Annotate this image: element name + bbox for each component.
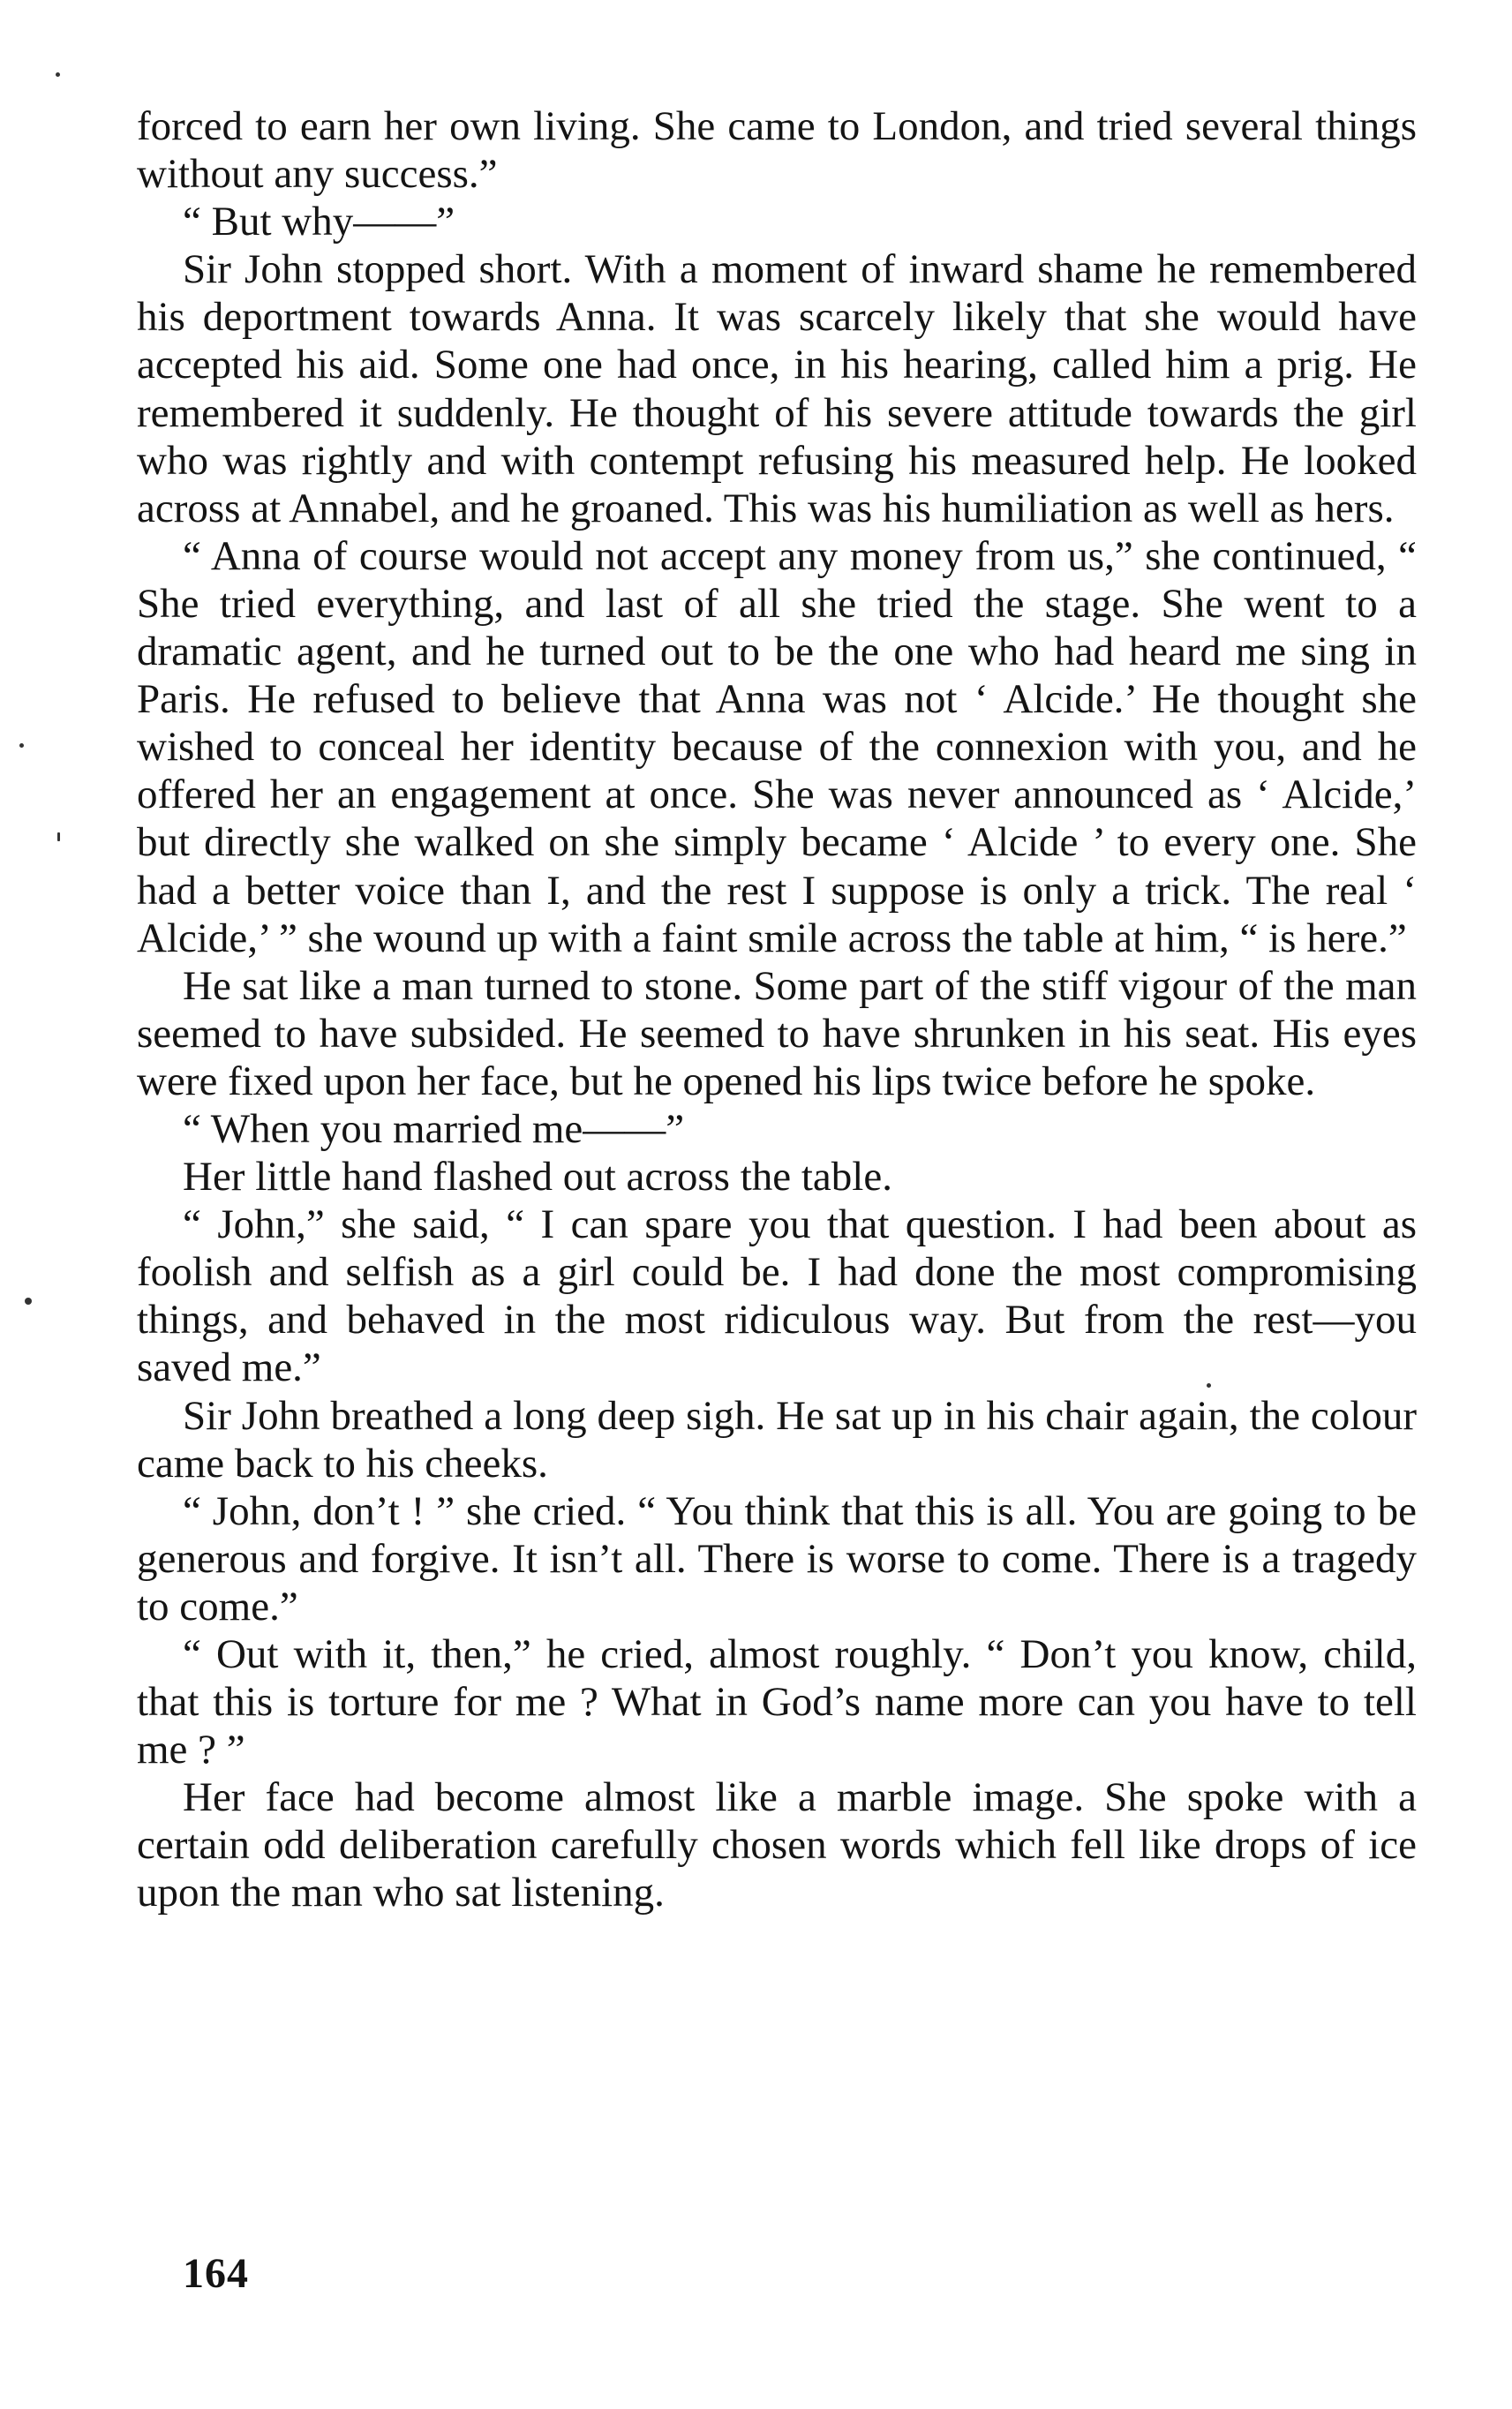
paper-speck [57, 832, 60, 841]
paper-speck [56, 72, 60, 77]
paragraph: He sat like a man turned to stone. Some part of the stiff vigour of the man seemed to have subsided. He seemed to have shrunken in his seat. His eyes were fixed upon her face, but he opened his lips twice before he spoke. [137, 962, 1417, 1104]
paragraph: “ Anna of course would not accept any money from us,” she continued, “ She tried everything, and last of all she tried the stage. She went to a dramatic agent, and he turned out to be the one who had heard me sing in Paris. He refused to believe that Anna was not ‘ Alcide.’ He thought she wished to conceal her identity because of the connexion with you, and he offered her an engagement at once. She was never announced as ‘ Alcide,’ but directly she walked on she simply became ‘ Alcide ’ to every one. She had a better voice than I, and the rest I suppose is only a trick. The real ‘ Alcide,’ ” she wound up with a faint smile across the table at him, “ is here.” [137, 532, 1417, 961]
paragraph: forced to earn her own living. She came to London, and tried several things without any success.” [137, 103, 1417, 198]
paragraph: Sir John breathed a long deep sigh. He sat up in his chair again, the colour came back to his cheeks. [137, 1392, 1417, 1487]
paragraph: “ John, don’t ! ” she cried. “ You think that this is all. You are going to be generous and forgive. It isn’t all. There is worse to come. There is a tragedy to come.” [137, 1487, 1417, 1630]
paper-speck [25, 1298, 32, 1305]
paragraph: “ Out with it, then,” he cried, almost roughly. “ Don’t you know, child, that this is torture for me ? What in God’s name more can you have to tell me ? ” [137, 1631, 1417, 1773]
paper-speck [19, 743, 24, 748]
paragraph: Sir John stopped short. With a moment of inward shame he remembered his deportment towards Anna. It was scarcely likely that she would have accepted his aid. Some one had once, in his hearing, called him a prig. He remembered it suddenly. He thought of his severe attitude towards the girl who was rightly and with contempt refusing his measured help. He looked across at Annabel, and he groaned. This was his humiliation as well as hers. [137, 246, 1417, 531]
body-text [137, 102, 1417, 1917]
paragraph: “ But why——” [183, 199, 455, 245]
page-number: 164 [183, 2250, 249, 2297]
paper-speck [1207, 1383, 1211, 1388]
paragraph: “ When you married me——” [183, 1105, 685, 1152]
paragraph: Her little hand flashed out across the table. [183, 1154, 892, 1201]
paragraph: “ John,” she said, “ I can spare you that question. I had been about as foolish and selfish as a girl could be. I had done the most compromising things, and behaved in the most ridiculous way. But from the rest—you saved me.” [137, 1201, 1417, 1391]
paragraph: Her face had become almost like a marble image. She spoke with a certain odd deliberation carefully chosen words which fell like drops of ice upon the man who sat listening. [137, 1774, 1417, 1916]
